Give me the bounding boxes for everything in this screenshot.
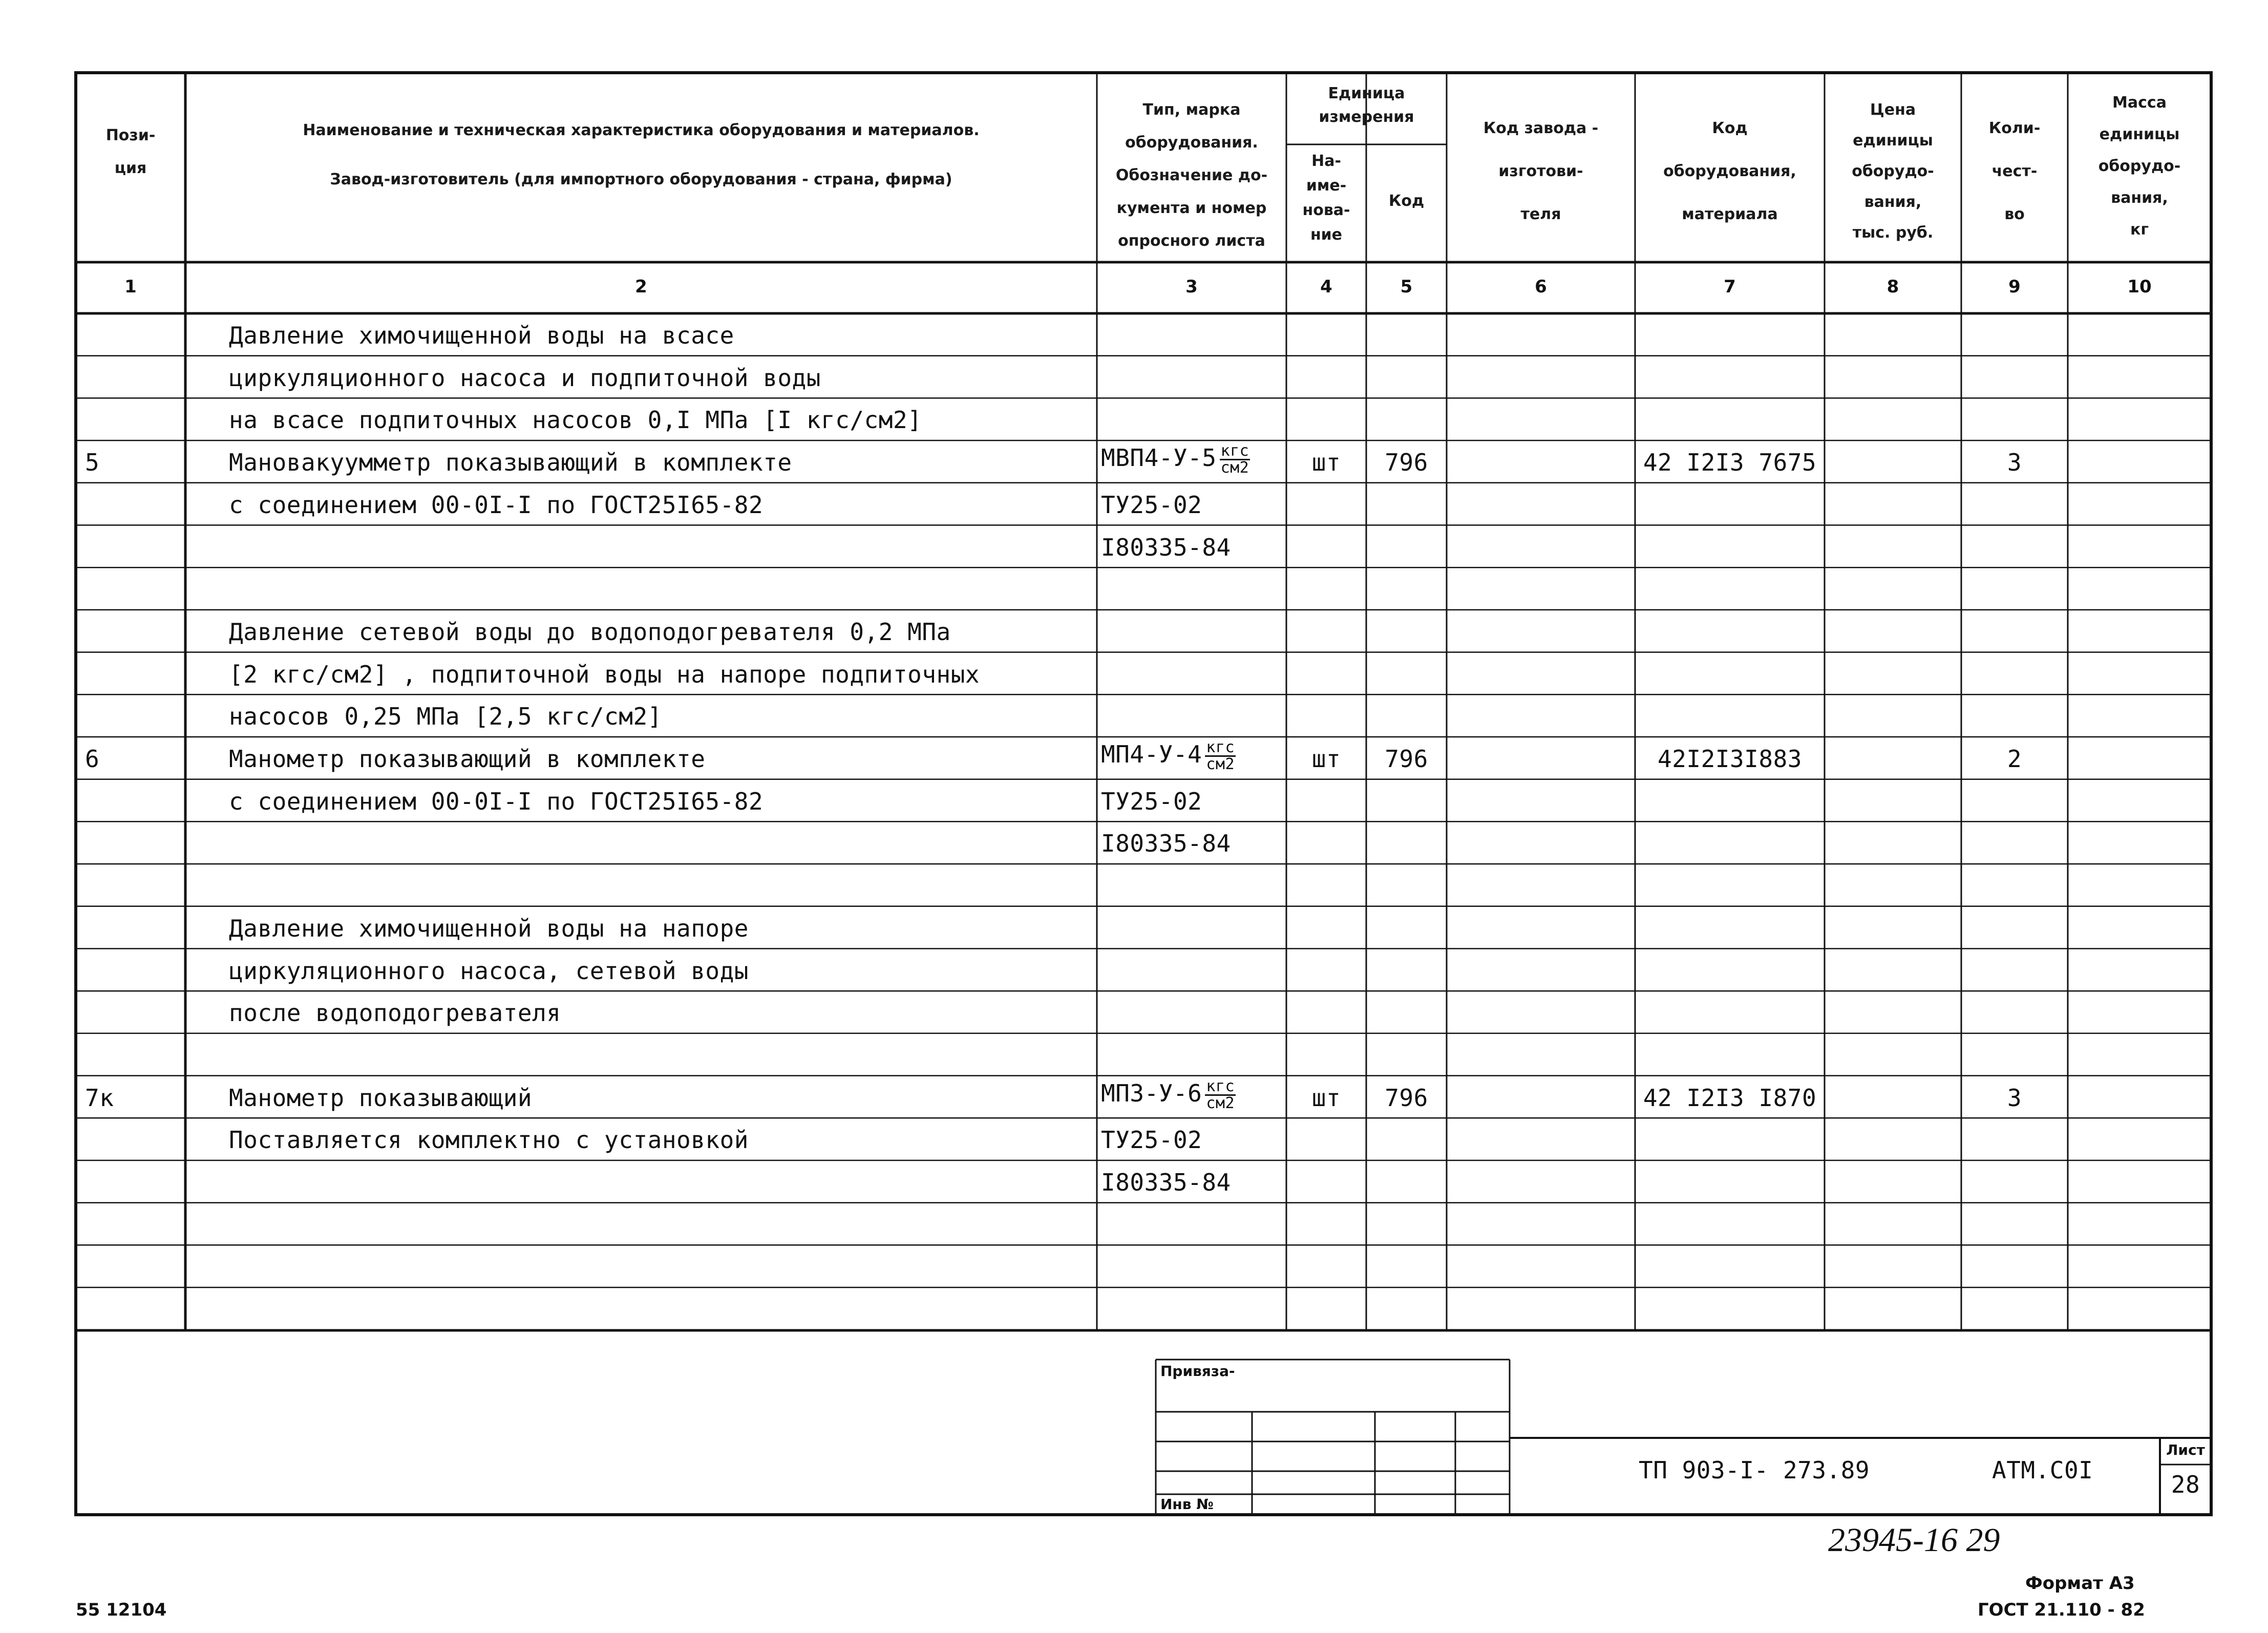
row-quantity: 3 [2007, 449, 2022, 477]
header-unit-name: име- [1306, 177, 1347, 195]
fraction-denominator: см2 [1220, 459, 1249, 477]
print-code: 55 12104 [76, 1600, 167, 1620]
row-name: насосов 0,25 МПа [2,5 кгс/см2] [229, 703, 662, 731]
row-name: после водоподогревателя [229, 999, 561, 1027]
header-factory-code: теля [1520, 205, 1561, 223]
row-position: 5 [85, 449, 100, 477]
row-name: Манометр показывающий [229, 1084, 533, 1112]
handwritten-stamp-number: 23945-16 29 [1828, 1521, 2000, 1559]
row-unit: шт [1311, 1084, 1341, 1112]
header-type: Обозначение до- [1115, 166, 1268, 184]
header-mass: вания, [2111, 189, 2168, 207]
row-equipment-code: 42I2I3I883 [1658, 745, 1802, 773]
sheet-label: Лист [2166, 1441, 2205, 1458]
header-quantity: Коли- [1988, 119, 2041, 137]
row-name: Давление сетевой воды до водоподогревателя 0,2 МПа [229, 618, 951, 646]
sheet-number: 28 [2171, 1471, 2200, 1498]
header-unit-group: измерения [1319, 108, 1414, 126]
format-label: Формат А3 [2025, 1573, 2135, 1594]
label-privyazan: Привяза- [1160, 1363, 1235, 1380]
header-type: кумента и номер [1116, 199, 1267, 217]
unit-fraction [1205, 740, 1236, 772]
row-position: 6 [85, 745, 100, 773]
header-price: единицы [1853, 132, 1933, 150]
header-price: тыс. руб. [1852, 224, 1934, 242]
row-name: циркуляционного насоса и подпиточной воды [229, 364, 821, 392]
header-unit-name: нова- [1302, 201, 1350, 219]
column-number: 8 [1887, 277, 1899, 297]
row-type: I80335-84 [1101, 1169, 1231, 1196]
row-quantity: 3 [2007, 1084, 2022, 1112]
row-name: Манометр показывающий в комплекте [229, 745, 706, 773]
row-unit-code: 796 [1385, 449, 1428, 477]
row-quantity: 2 [2007, 745, 2022, 773]
row-unit-code: 796 [1385, 1084, 1428, 1112]
column-number: 4 [1320, 277, 1332, 297]
header-type: опросного листа [1118, 232, 1265, 250]
header-factory-code: изготови- [1498, 162, 1583, 180]
header-mass: Масса [2112, 94, 2167, 112]
header-price: оборудо- [1852, 162, 1934, 180]
row-type: I80335-84 [1101, 533, 1231, 561]
row-name: Поставляется комплектно с установкой [229, 1126, 749, 1154]
header-unit-group: Единица [1328, 84, 1405, 102]
column-number: 10 [2127, 277, 2152, 297]
header-name-line: Наименование и техническая характеристика оборудования и материалов. [303, 121, 980, 139]
header-mass: оборудо- [2098, 157, 2181, 175]
header-mass: единицы [2099, 125, 2180, 143]
header-equipment-code: оборудования, [1663, 162, 1796, 180]
header-unit-name: На- [1311, 152, 1341, 170]
row-type: ТУ25-02 [1101, 787, 1202, 815]
header-type: оборудования. [1125, 134, 1258, 152]
header-position: ция [114, 159, 147, 177]
header-equipment-code: Код [1712, 119, 1748, 137]
fraction-numerator: кгс [1220, 442, 1249, 460]
row-unit-code: 796 [1385, 745, 1428, 773]
column-number: 1 [124, 277, 137, 297]
label-inventory-number: Инв № [1160, 1496, 1214, 1513]
header-equipment-code: материала [1682, 205, 1778, 223]
gost-label: ГОСТ 21.110 - 82 [1978, 1600, 2145, 1620]
row-type: I80335-84 [1101, 830, 1231, 858]
header-quantity: чест- [1991, 162, 2038, 180]
row-name: [2 кгс/см2] , подпиточной воды на напоре подпиточных [229, 660, 980, 688]
row-name: с соединением 00-0I-I по ГОСТ25I65-82 [229, 787, 764, 815]
column-number: 7 [1724, 277, 1736, 297]
row-type: ТУ25-02 [1101, 491, 1202, 519]
fraction-denominator: см2 [1206, 755, 1235, 773]
unit-fraction [1205, 1079, 1236, 1111]
row-name: с соединением 00-0I-I по ГОСТ25I65-82 [229, 491, 764, 519]
document-mark: АТМ.C0I [1992, 1456, 2093, 1484]
header-unit-code: Код [1388, 192, 1425, 210]
column-number: 9 [2008, 277, 2021, 297]
row-equipment-code: 42 I2I3 7675 [1643, 449, 1817, 477]
row-name: Давление химочищенной воды на всасе [229, 322, 734, 349]
header-position: Пози- [105, 126, 156, 144]
fraction-numerator: кгс [1206, 738, 1235, 756]
row-position: 7к [85, 1084, 114, 1112]
row-type: ТУ25-02 [1101, 1126, 1202, 1154]
row-name: Мановакуумметр показывающий в комплекте [229, 449, 792, 477]
row-equipment-code: 42 I2I3 I870 [1643, 1084, 1817, 1112]
header-type: Тип, марка [1142, 101, 1241, 119]
row-type: МП4-У-4 $\frac{\text{кгс}}{см2}$ [1101, 738, 1235, 773]
unit-fraction [1220, 443, 1250, 476]
fraction-numerator: кгс [1206, 1077, 1235, 1095]
header-mass: кг [2130, 221, 2149, 239]
row-type: МП3-У-6 $\frac{\text{кгс}}{см2}$ [1101, 1077, 1235, 1112]
row-type: МВП4-У-5 $\frac{\text{кгс}}{см2}$ [1101, 442, 1249, 477]
row-name: Давление химочищенной воды на напоре [229, 914, 749, 942]
row-name: циркуляционного насоса, сетевой воды [229, 957, 749, 985]
row-name: на всасе подпиточных насосов 0,I МПа [I кгс/см2] [229, 406, 922, 434]
column-number: 6 [1535, 277, 1547, 297]
document-code: ТП 903-I- 273.89 [1639, 1456, 1870, 1484]
row-unit: шт [1311, 745, 1341, 773]
header-factory-code: Код завода - [1483, 119, 1599, 137]
header-price: вания, [1864, 193, 1922, 211]
fraction-denominator: см2 [1206, 1094, 1235, 1112]
row-unit: шт [1311, 449, 1341, 477]
header-name-line: Завод-изготовитель (для импортного оборудования - страна, фирма) [330, 171, 952, 188]
header-quantity: во [2004, 205, 2025, 223]
column-number: 2 [635, 277, 647, 297]
header-unit-name: ние [1310, 226, 1343, 244]
column-number: 5 [1400, 277, 1413, 297]
header-price: Цена [1870, 101, 1916, 119]
column-number: 3 [1185, 277, 1198, 297]
